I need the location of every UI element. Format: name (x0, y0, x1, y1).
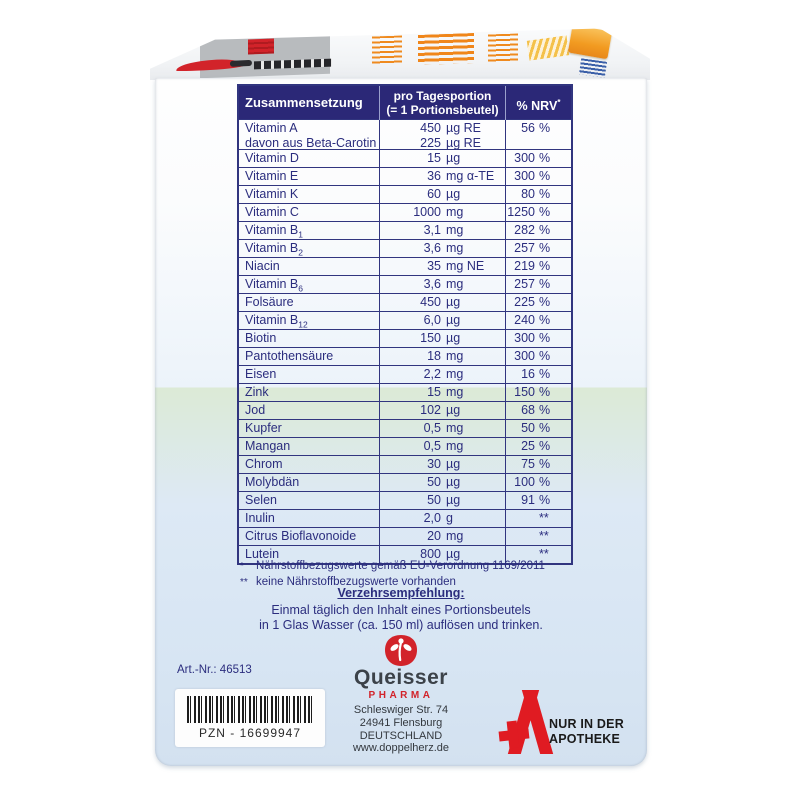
table-row: Eisen 2,2 mg 16 % (239, 365, 571, 383)
table-row: Zink 15 mg 150 % (239, 383, 571, 401)
article-number: Art.-Nr.: 46513 (177, 664, 252, 676)
flap-product-text-blur (372, 35, 402, 64)
table-row: Biotin 150 µg 300 % (239, 329, 571, 347)
composition-table (237, 84, 573, 565)
address-country: DEUTSCHLAND (359, 729, 443, 742)
table-row: Vitamin $B_2$ 3,6 mg 257 % (239, 239, 571, 257)
table-row: Vitamin E 36 mg α-TE 300 % (239, 167, 571, 185)
manufacturer-name: Queisser (354, 666, 448, 689)
manufacturer-website: www.doppelherz.de (352, 742, 449, 755)
table-row: Jod 102 µg 68 % (239, 401, 571, 419)
table-row: Vitamin $B_6$ 3,6 mg 257 % (239, 275, 571, 293)
box-back-panel (155, 78, 647, 766)
table-row: Folsäure 450 µg 225 % (239, 293, 571, 311)
table-row: Lutein 800 µg ** (239, 545, 571, 563)
composition-table-body (239, 119, 571, 563)
manufacturer-division: PHARMA (368, 690, 434, 701)
table-row: Vitamin A davon aus Beta-Carotin 450 225 µg RE µg RE 56 % (239, 119, 571, 149)
header-nrv: % NRV* (505, 86, 571, 121)
barcode (187, 696, 313, 723)
flap-sachet-icon (568, 25, 612, 60)
composition-table-header (239, 86, 571, 119)
barcode-panel (175, 689, 325, 747)
flap-product-text-blur (488, 33, 518, 62)
table-row: Chrom 30 µg 75 % (239, 455, 571, 473)
address-street: Schleswiger Str. 74 (353, 704, 449, 716)
table-row: Vitamin $B_{12}$ 6,0 µg 240 % (239, 311, 571, 329)
footnote-nrv-reference: * Nährstoffbezugswerte gemäß EU-Verordnung 1169/2011 (240, 560, 545, 572)
table-row: Inulin 2,0 g ** (239, 509, 571, 527)
footnote-no-nrv: ** keine Nährstoffbezugswerte vorhanden (240, 576, 456, 588)
address-city: 24941 Flensburg (359, 716, 443, 729)
dosage-title: Verzehrsempfehlung: (337, 586, 465, 600)
table-row: Kupfer 0,5 mg 50 % (239, 419, 571, 437)
pharmacy-only-badge (501, 688, 631, 760)
flap-claim-stripe (527, 35, 569, 60)
table-row: Vitamin C 1000 mg 1250 % (239, 203, 571, 221)
table-row: Citrus Bioflavonoide 20 mg ** (239, 527, 571, 545)
flap-product-name-blur (418, 33, 474, 65)
queisser-logo-icon (384, 634, 418, 667)
table-row: Niacin 35 mg NE 219 % (239, 257, 571, 275)
table-row: Vitamin $B_1$ 3,1 mg 282 % (239, 221, 571, 239)
table-row: Selen 50 µg 91 % (239, 491, 571, 509)
header-per-portion: pro Tagesportion (= 1 Portionsbeutel) (379, 86, 505, 121)
table-row: Vitamin K 60 µg 80 % (239, 185, 571, 203)
flap-logo-mark (248, 39, 274, 55)
flap-sachet-caption-blur (579, 58, 607, 77)
header-composition: Zusammensetzung (245, 95, 363, 110)
pzn-number: PZN - 16699947 (198, 726, 302, 740)
table-row: Pantothensäure 18 mg 300 % (239, 347, 571, 365)
dosage-recommendation: Verzehrsempfehlung: Einmal täglich den Inhalt eines Portionsbeutels in 1 Glas Wasser (ca. 150 ml) auflösen und trinken. (155, 586, 647, 632)
table-row: Molybdän 50 µg 100 % (239, 473, 571, 491)
table-row: Mangan 0,5 mg 25 % (239, 437, 571, 455)
pharmacy-badge-text: NUR IN DER APOTHEKE (549, 717, 624, 746)
box-top-flap (150, 24, 650, 80)
table-row: Vitamin D 15 µg 300 % (239, 149, 571, 167)
